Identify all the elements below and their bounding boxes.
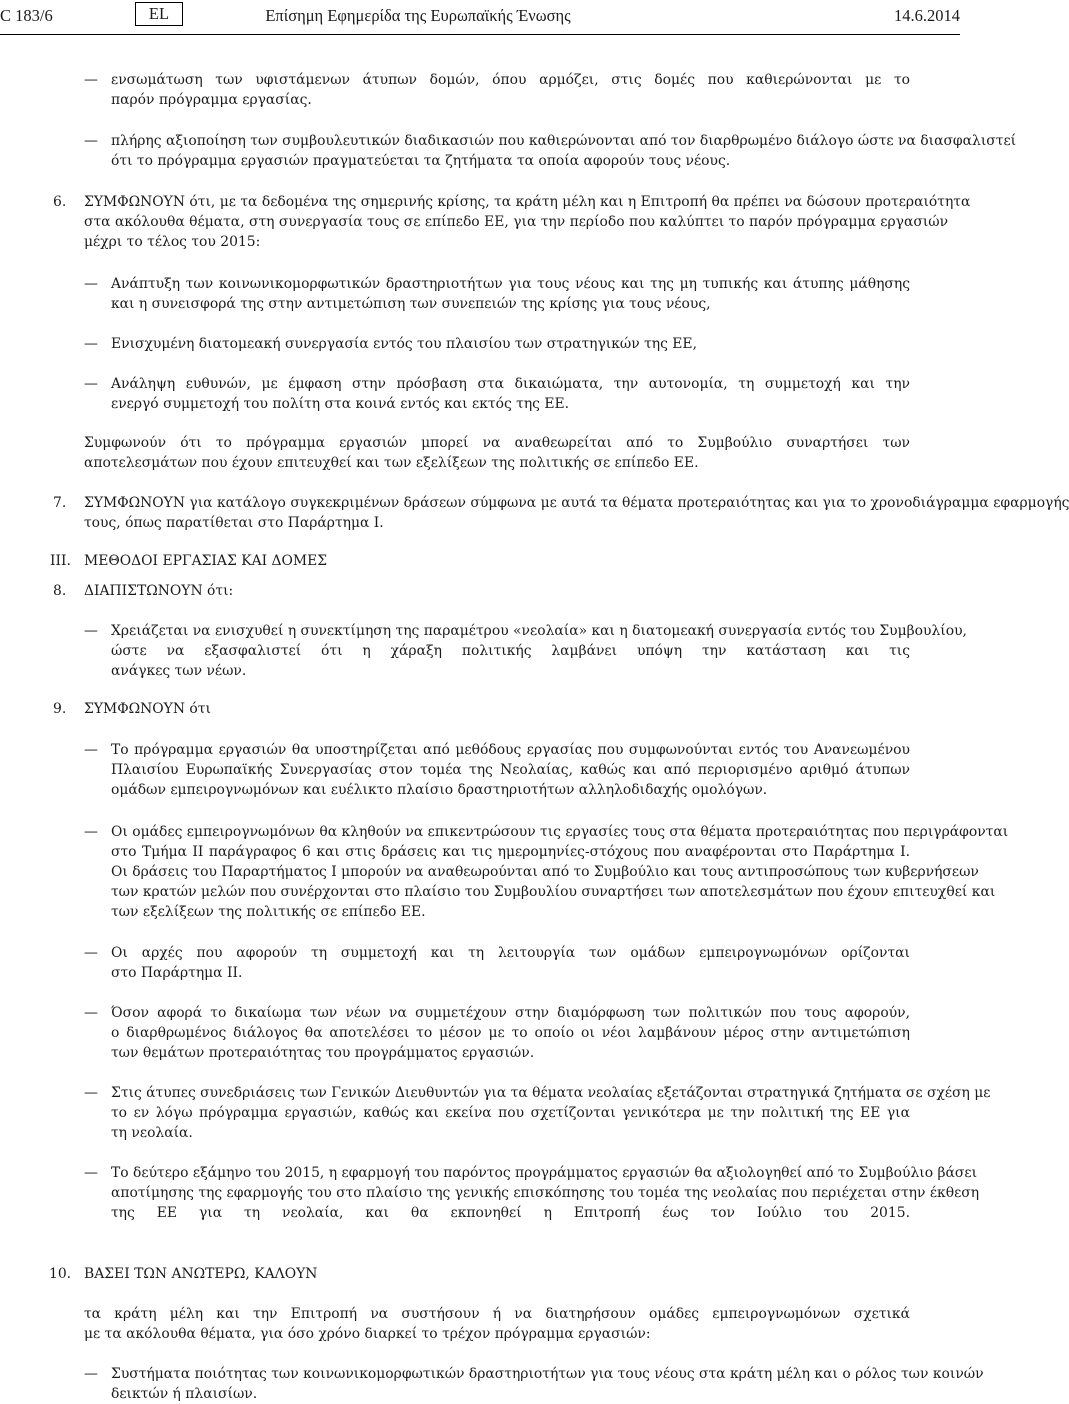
text-line: ΣΥΜΦΩΝΟΥΝ ότι (84, 701, 211, 717)
dash-marker: — (84, 72, 98, 88)
paragraph-8 (84, 581, 910, 601)
dash-marker: — (84, 623, 98, 639)
dash-marker: — (84, 945, 98, 961)
paragraph-d9b (111, 822, 1009, 922)
paragraph-10b (84, 1304, 910, 1344)
text-line: αποτελεσμάτων που έχουν επιτευχθεί και των εξελίξεων της πολιτικής σε επίπεδο ΕΕ. (84, 455, 699, 471)
text-line: των θεμάτων προτεραιότητας του προγράμματος εργασιών. (111, 1045, 535, 1061)
text-line: Οι αρχές που αφορούν τη συμμετοχή και τη λειτουργία των ομάδων εμπειρογνωμόνων ορίζονται (111, 945, 910, 961)
text-line: Οι δράσεις του Παραρτήματος Ι μπορούν να αναθεωρούνται από το Συμβούλιο και τους αντιπροσώπους των κυβερνήσεων (111, 864, 979, 880)
text-line: τη νεολαία. (111, 1125, 193, 1141)
text-line: με τα ακόλουθα θέματα, για όσο χρόνο διαρκεί το τρέχον πρόγραμμα εργασιών: (84, 1326, 651, 1342)
text-line: ΔΙΑΠΙΣΤΩΝΟΥΝ ότι: (84, 583, 234, 599)
paragraph-10 (84, 1264, 910, 1284)
text-line: των εξελίξεων της πολιτικής σε επίπεδο ΕΕ. (111, 904, 426, 920)
dash-marker: — (84, 1005, 98, 1021)
paragraph-d9e (111, 1083, 991, 1143)
dash-marker: — (84, 1085, 98, 1101)
text-line: των κρατών μελών που συνέρχονται στο πλαίσιο του Συμβουλίου συναρτήσει των αποτελεσμάτων που έχουν επιτευχθεί και (111, 884, 996, 900)
dash-marker: — (84, 276, 98, 292)
dash-marker: — (84, 824, 98, 840)
dash-marker: — (84, 1165, 98, 1181)
dash-marker: — (84, 133, 98, 149)
paragraph-d6c (111, 374, 910, 414)
section-number: III. (50, 553, 71, 569)
text-line: Συστήματα ποιότητας των κοινωνικομορφωτικών δραστηριοτήτων για τους νέους στα κράτη μέλη και ο ρόλος των κοινών (111, 1366, 984, 1382)
paragraph-number: 8. (53, 583, 67, 599)
paragraph-6 (84, 192, 971, 252)
language-badge: EL (135, 2, 183, 26)
text-line: ενσωμάτωση των υφιστάμενων άτυπων δομών, όπου αρμόζει, στις δομές που καθιερώνονται με το (111, 72, 910, 88)
text-line: ΣΥΜΦΩΝΟΥΝ ότι, με τα δεδομένα της σημερινής κρίσης, τα κράτη μέλη και η Επιτροπή θα πρέπει να δώσουν προτεραιότητα (84, 194, 971, 210)
paragraph-9 (84, 699, 910, 719)
paragraph-d6b (111, 334, 910, 354)
text-line: Οι ομάδες εμπειρογνωμόνων θα κληθούν να επικεντρώσουν τις εργασίες τους στα θέματα προτεραιότητας που περιγράφονται (111, 824, 1009, 840)
text-line: τα κράτη μέλη και την Επιτροπή να συστήσουν ή να διατηρήσουν ομάδες εμπειρογνωμόνων σχετικά (84, 1306, 910, 1322)
text-line: Ανάληψη ευθυνών, με έμφαση στην πρόσβαση στα δικαιώματα, την αυτονομία, τη συμμετοχή και την (111, 376, 910, 392)
paragraph-d9c (111, 943, 910, 983)
text-line: Πλαισίου Ευρωπαϊκής Συνεργασίας στον τομέα της Νεολαίας, καθώς και από περιορισμένο αριθμό άτυπων (111, 762, 910, 778)
journal-title: Επίσημη Εφημερίδα της Ευρωπαϊκής Ένωσης (265, 6, 571, 25)
text-line: ομάδων εμπειρογνωμόνων και ευέλικτο πλαίσιο δραστηριοτήτων αλληλοδιδαχής ομολόγων. (111, 782, 768, 798)
paragraph-number: 6. (53, 194, 67, 210)
text-line: ΜΕΘΟΔΟΙ ΕΡΓΑΣΙΑΣ ΚΑΙ ΔΟΜΕΣ (84, 553, 328, 569)
text-line: Συμφωνούν ότι το πρόγραμμα εργασιών μπορεί να αναθεωρείται από το Συμβούλιο συναρτήσει των (84, 435, 910, 451)
paragraph-number: 10. (49, 1266, 72, 1282)
paragraph-d8a (111, 621, 967, 681)
paragraph-number: 7. (53, 495, 67, 511)
paragraph-b2 (111, 131, 1017, 171)
issue-date: 14.6.2014 (894, 6, 960, 25)
text-line: ο διαρθρωμένος διάλογος θα αποτελέσει το μέσον με το οποίο οι νέοι λαμβάνουν μέρος στην αντιμετώπιση (111, 1025, 910, 1041)
paragraph-6b (84, 433, 910, 473)
text-line: Το πρόγραμμα εργασιών θα υποστηρίζεται από μεθόδους εργασίας που συμφωνούνται εντός του Ανανεωμένου (111, 742, 910, 758)
text-line: Όσον αφορά το δικαίωμα των νέων να συμμετέχουν στην διαμόρφωση των πολιτικών που τους αφορούν, (111, 1005, 910, 1021)
dash-marker: — (84, 336, 98, 352)
paragraph-7 (84, 493, 1069, 533)
paragraph-d6a (111, 274, 910, 314)
text-line: πλήρης αξιοποίηση των συμβουλευτικών διαδικασιών που καθιερώνονται από τον διαρθρωμένο διάλογο ώστε να διασφαλιστεί (111, 133, 1017, 149)
text-line: Χρειάζεται να ενισχυθεί η συνεκτίμηση της παραμέτρου «νεολαία» και η διατομεακή συνεργασία εντός του Συμβουλίου, (111, 623, 967, 639)
text-line: μέχρι το τέλος του 2015: (84, 234, 261, 250)
paragraph-b1 (111, 70, 910, 110)
dash-marker: — (84, 376, 98, 392)
text-line: και η συνεισφορά της στην αντιμετώπιση των συνεπειών της κρίσης για τους νέους, (111, 296, 711, 312)
text-line: παρόν πρόγραμμα εργασίας. (111, 92, 312, 108)
text-line: στα ακόλουθα θέματα, στη συνεργασία τους σε επίπεδο ΕΕ, για την περίοδο που καλύπτει το παρόν πρόγραμμα εργασιών (84, 214, 949, 230)
text-line: Ενισχυμένη διατομεακή συνεργασία εντός του πλαισίου των στρατηγικών της ΕΕ, (111, 336, 697, 352)
text-line: ότι το πρόγραμμα εργασιών πραγματεύεται τα ζητήματα τα οποία αφορούν τους νέους. (111, 153, 731, 169)
text-line: ΒΑΣΕΙ ΤΩΝ ΑΝΩΤΕΡΩ, ΚΑΛΟΥΝ (84, 1266, 318, 1282)
text-line: ΣΥΜΦΩΝΟΥΝ για κατάλογο συγκεκριμένων δράσεων σύμφωνα με αυτά τα θέματα προτεραιότητας και για το χρονοδιάγραμμα εφαρμογής (84, 495, 1069, 511)
paragraph-number: 9. (53, 701, 67, 717)
text-line: Στις άτυπες συνεδριάσεις των Γενικών Διευθυντών για τα θέματα νεολαίας εξετάζονται στρατηγικά ζητήματα σε σχέση με (111, 1085, 991, 1101)
text-line: το εν λόγω πρόγραμμα εργασιών, καθώς και εκείνα που σχετίζονται γενικότερα με την πολιτική της ΕΕ για (111, 1105, 910, 1121)
paragraph-d9f (111, 1163, 980, 1223)
text-line: ανάγκες των νέων. (111, 663, 247, 679)
text-line: αποτίμησης της εφαρμογής του στο πλαίσιο της γενικής επισκόπησης του τομέα της νεολαίας που περιέχεται στην έκθεση (111, 1185, 980, 1201)
page-label: C 183/6 (0, 6, 53, 25)
paragraph-d9d (111, 1003, 910, 1063)
text-line: δεικτών ή πλαισίων. (111, 1386, 258, 1402)
text-line: τους, όπως παρατίθεται στο Παράρτημα Ι. (84, 515, 384, 531)
dash-marker: — (84, 1366, 98, 1382)
text-line: Ανάπτυξη των κοινωνικομορφωτικών δραστηριοτήτων για τους νέους και της μη τυπικής και άτυπης μάθησης (111, 276, 910, 292)
paragraph-d10a (111, 1364, 984, 1404)
journal-header (0, 0, 960, 35)
text-line: ώστε να εξασφαλιστεί ότι η χάραξη πολιτικής λαμβάνει υπόψη την κατάσταση και τις (111, 643, 910, 659)
paragraph-d9a (111, 740, 910, 800)
text-line: Το δεύτερο εξάμηνο του 2015, η εφαρμογή του παρόντος προγράμματος εργασιών θα αξιολογηθεί από το Συμβούλιο βάσει (111, 1165, 978, 1181)
dash-marker: — (84, 742, 98, 758)
text-line: στο Τμήμα ΙΙ παράγραφος 6 και στις δράσεις και τις ημερομηνίες-στόχους που αναφέρονται στο Παράρτημα Ι. (111, 844, 910, 860)
text-line: της ΕΕ για τη νεολαία, και θα εκπονηθεί η Επιτροπή έως τον Ιούλιο του 2015. (111, 1205, 910, 1221)
section-heading (84, 551, 910, 571)
text-line: στο Παράρτημα ΙΙ. (111, 965, 243, 981)
text-line: ενεργό συμμετοχή του πολίτη στα κοινά εντός και εκτός της ΕΕ. (111, 396, 570, 412)
